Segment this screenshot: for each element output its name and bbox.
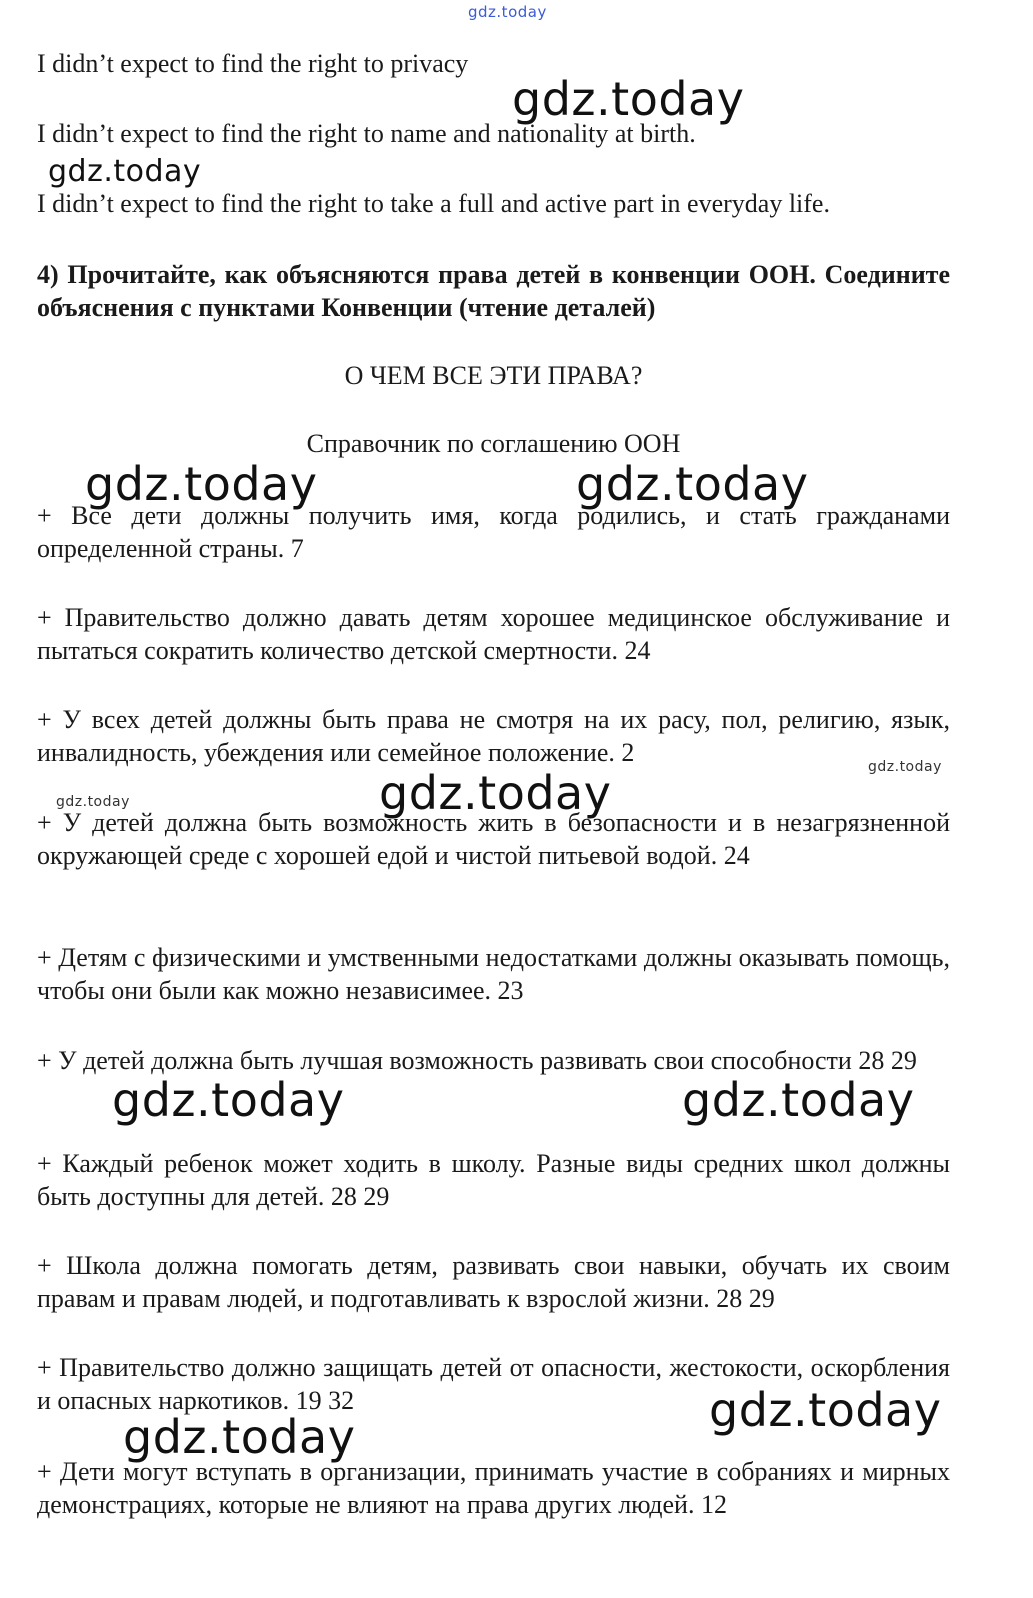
list-item: + Каждый ребенок может ходить в школу. Разные виды средних школ должны быть доступны для детей. 28 29 xyxy=(37,1149,950,1211)
section-title: О ЧЕМ ВСЕ ЭТИ ПРАВА? xyxy=(344,361,643,390)
list-item: + У детей должна быть возможность жить в безопасности и в незагрязненной окружающей среде с хорошей едой и чистой питьевой водой. 24 xyxy=(37,808,950,870)
watermark: gdz.today xyxy=(56,794,130,810)
watermark: gdz.today xyxy=(576,457,809,511)
list-item: + У детей должна быть лучшая возможность развивать свои способности 28 29 xyxy=(37,1046,917,1075)
watermark: gdz.today xyxy=(123,1410,356,1464)
watermark: gdz.today xyxy=(512,72,745,126)
watermark: gdz.today xyxy=(85,457,318,511)
list-item: + Все дети должны получить имя, когда родились, и стать гражданами определенной страны. 7 xyxy=(37,501,950,563)
watermark: gdz.today xyxy=(868,759,942,775)
list-item: + У всех детей должны быть права не смотря на их расу, пол, религию, язык, инвалидность, убеждения или семейное положение. 2 xyxy=(37,705,950,767)
list-item: + Детям с физическими и умственными недостатками должны оказывать помощь, чтобы они были как можно независимее. 23 xyxy=(37,943,950,1005)
task-heading: 4) Прочитайте, как объясняются права детей в конвенции ООН. Соедините объяснения с пунктами Конвенции (чтение деталей) xyxy=(37,260,950,322)
watermark: gdz.today xyxy=(48,154,202,189)
list-item: + Правительство должно давать детям хорошее медицинское обслуживание и пытаться сократить количество детской смертности. 24 xyxy=(37,603,950,665)
watermark: gdz.today xyxy=(112,1073,345,1127)
list-item: + Школа должна помогать детям, развивать свои навыки, обучать их своим правам и правам людей, и подготавливать к взрослой жизни. 28 29 xyxy=(37,1251,950,1313)
section-subtitle: Справочник по соглашению ООН xyxy=(306,429,681,458)
intro-line: I didn’t expect to find the right to name and nationality at birth. xyxy=(37,119,696,148)
list-item: + Правительство должно защищать детей от опасности, жестокости, оскорбления и опасных наркотиков. 19 32 xyxy=(37,1353,950,1415)
watermark: gdz.today xyxy=(709,1383,942,1437)
watermark: gdz.today xyxy=(379,766,612,820)
intro-line: I didn’t expect to find the right to privacy xyxy=(37,49,469,78)
list-item: + Дети могут вступать в организации, принимать участие в собраниях и мирных демонстрациях, которые не влияют на права других людей. 12 xyxy=(37,1457,950,1519)
watermark: gdz.today xyxy=(468,3,547,21)
watermark: gdz.today xyxy=(682,1073,915,1127)
intro-line: I didn’t expect to find the right to take a full and active part in everyday life. xyxy=(37,189,830,218)
